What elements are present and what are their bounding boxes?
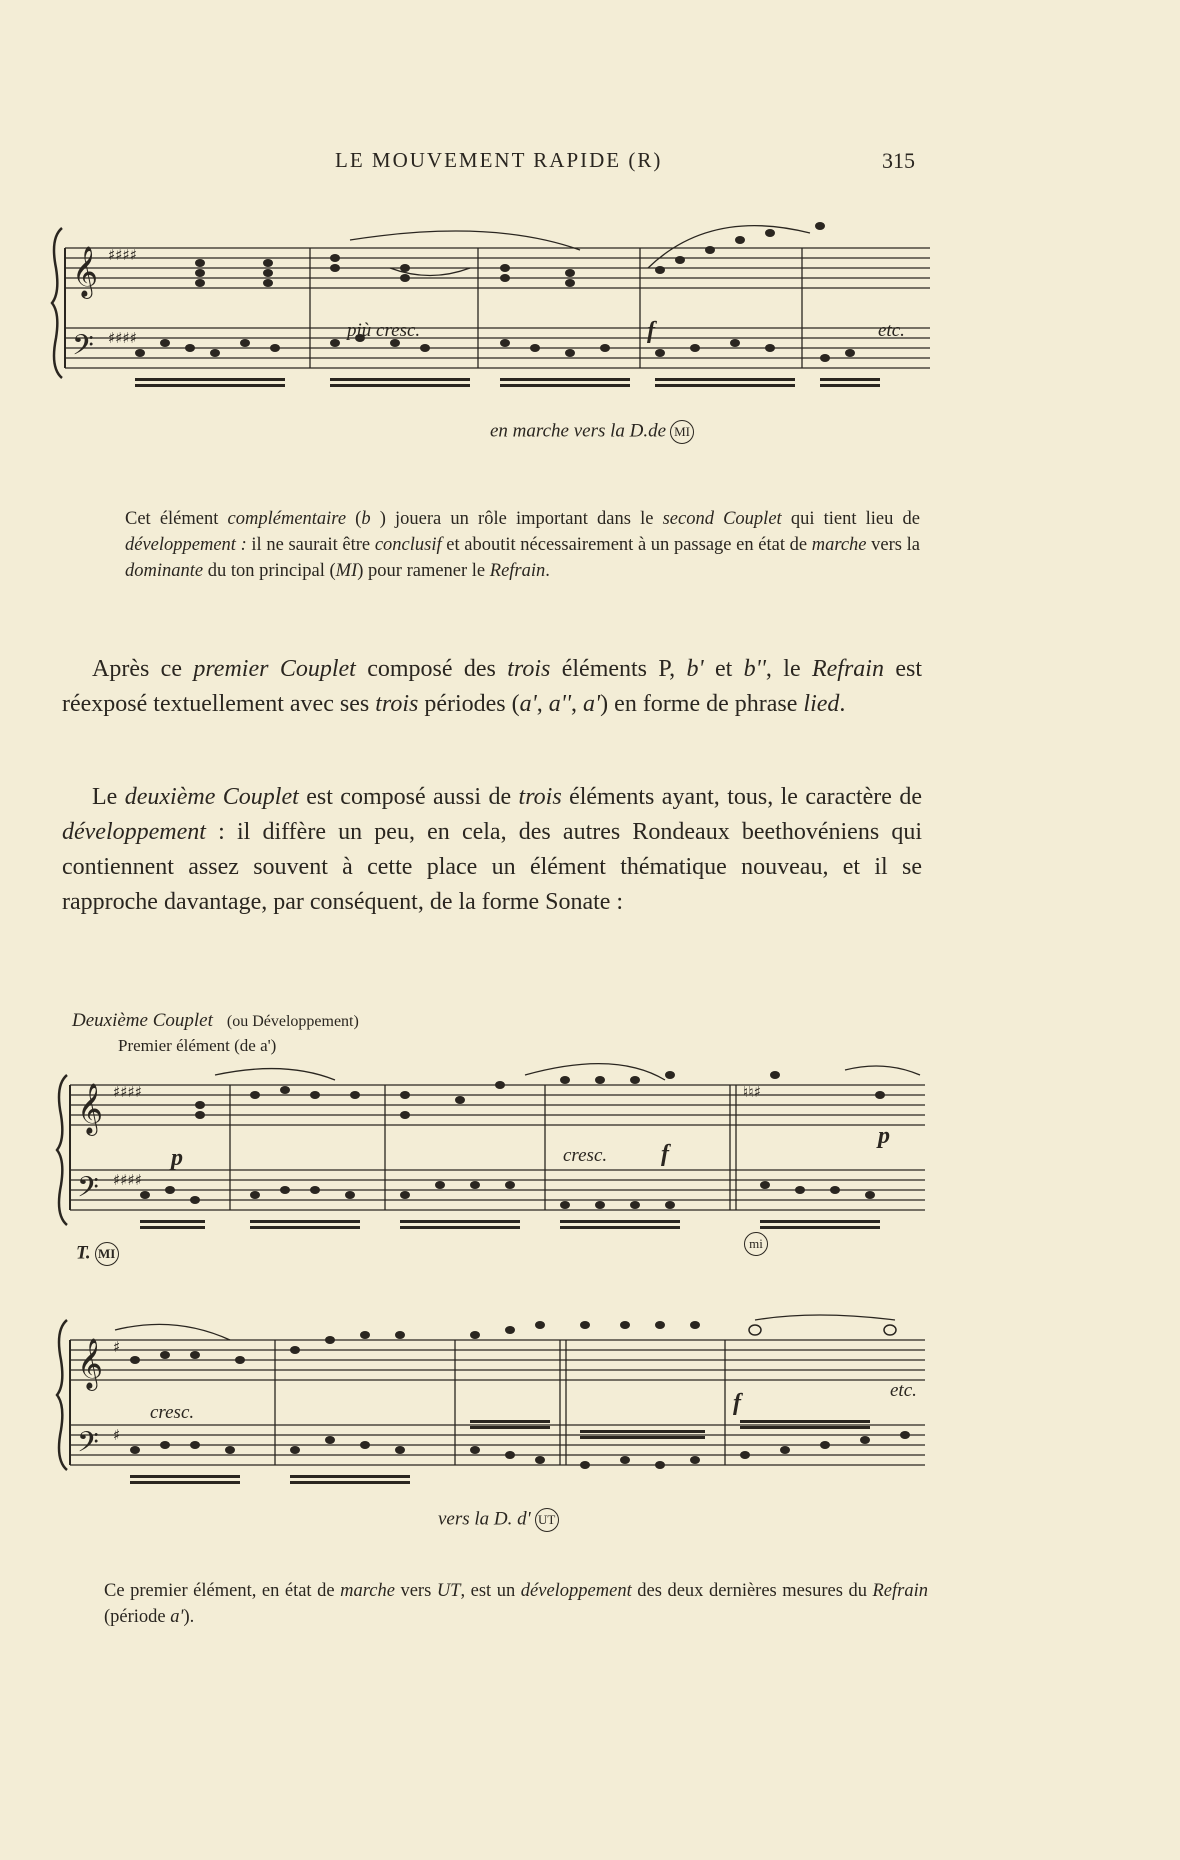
- paragraph-second-couplet: Le deuxième Couplet est composé aussi de trois éléments ayant, tous, le caractère de développement : il diffère un peu, en cela, des autres Rondeaux beethovéniens qui contiennent assez souvent à cette place un élément thématique nouveau, et il se rapproche davantage, par conséquent, de la forme Sonate :: [62, 784, 923, 915]
- svg-text:𝄞: 𝄞: [72, 246, 99, 297]
- music-system-2: [55, 1055, 935, 1255]
- svg-text:♯♯♯♯: ♯♯♯♯: [113, 1083, 143, 1101]
- svg-text:♯: ♯: [113, 1426, 121, 1444]
- page-number: 315: [882, 148, 915, 173]
- note-complementary-element: Cet élément complémentaire (b ) jouera un rôle important dans le second Couplet qui tient lieu de développement : il ne saurait être conclusif et aboutit nécessairement à un passage en état de marche vers la dominante du ton principal (MI) pour ramener le Refrain.: [125, 509, 920, 581]
- piano-marking-1: p: [171, 1145, 183, 1171]
- cresc-marking-1: cresc.: [563, 1145, 608, 1166]
- svg-text:♯♯♯♯: ♯♯♯♯: [108, 329, 138, 347]
- paragraph-refrain-reexposed: Après ce premier Couplet composé des trois éléments P, b' et b'', le Refrain est réexposé textuellement avec ses trois périodes (a', a'', a') en forme de phrase lied.: [62, 656, 923, 717]
- forte-marking-1: f: [647, 318, 655, 344]
- note-first-element: Ce premier élément, en état de marche vers UT, est un développement des deux dernières mesures du Refrain (période a').: [104, 1581, 928, 1627]
- system1-caption: [490, 420, 694, 444]
- tonic-label: [76, 1242, 119, 1266]
- music-system-1-score: [50, 208, 930, 408]
- section-heading-paren: (ou Développement): [226, 1013, 359, 1030]
- system3-caption-text: vers la D. d': [438, 1508, 531, 1530]
- svg-text:♯: ♯: [113, 1338, 121, 1356]
- music-system-3: [55, 1290, 935, 1490]
- system1-caption-circle: MI: [670, 420, 694, 444]
- piu-cresc-marking: più cresc.: [347, 320, 421, 341]
- cresc-marking-2: cresc.: [150, 1402, 195, 1423]
- running-header: [0, 148, 1180, 178]
- etc-marking-2: etc.: [890, 1380, 917, 1401]
- forte-marking-2: f: [661, 1141, 669, 1167]
- music-system-1: [50, 208, 930, 408]
- tonic-circle: MI: [95, 1242, 119, 1266]
- section-heading-title: Deuxième Couplet: [72, 1010, 213, 1031]
- svg-text:𝄞: 𝄞: [77, 1083, 104, 1134]
- svg-text:♯♯♯♯: ♯♯♯♯: [113, 1171, 143, 1189]
- running-title: LE MOUVEMENT RAPIDE (R): [335, 148, 663, 172]
- section-heading: [72, 1010, 359, 1032]
- svg-text:♮♮♯: ♮♮♯: [743, 1083, 761, 1101]
- music-system-2-score: [55, 1055, 935, 1255]
- svg-text:𝄞: 𝄞: [77, 1338, 104, 1389]
- system3-caption-circle: UT: [535, 1508, 559, 1532]
- svg-text:𝄢: 𝄢: [72, 329, 94, 369]
- svg-text:𝄢: 𝄢: [77, 1426, 99, 1466]
- svg-text:𝄢: 𝄢: [77, 1171, 99, 1211]
- tonic-label-text: T.: [76, 1242, 91, 1264]
- music-system-3-score: [55, 1290, 935, 1490]
- etc-marking-1: etc.: [878, 320, 905, 341]
- piano-marking-2: p: [878, 1123, 890, 1149]
- forte-marking-3: f: [733, 1390, 741, 1416]
- svg-text:♯♯♯♯: ♯♯♯♯: [108, 246, 138, 264]
- system1-caption-text: en marche vers la D.de: [490, 420, 667, 442]
- section-subheading: Premier élément (de a'): [118, 1036, 277, 1055]
- mi-label: [740, 1232, 768, 1256]
- mi-circle: mi: [744, 1232, 768, 1256]
- system3-caption: [438, 1508, 559, 1532]
